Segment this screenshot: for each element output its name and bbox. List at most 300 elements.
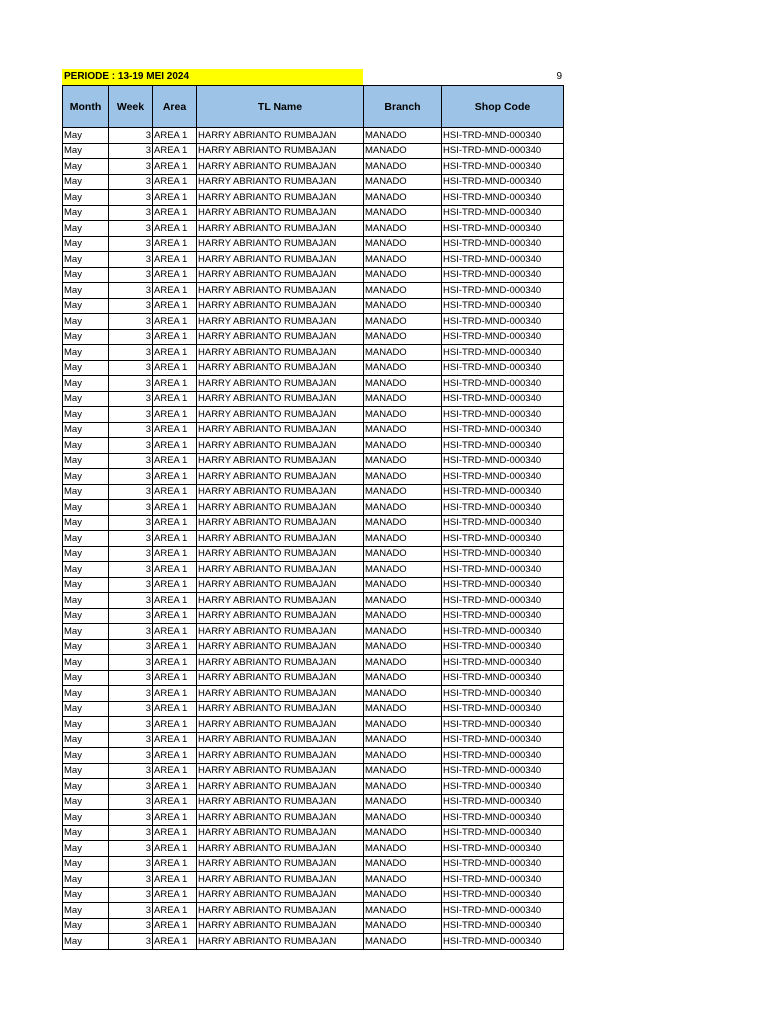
cell-area[interactable]: AREA 1 [153, 453, 197, 469]
cell-week[interactable]: 3 [109, 143, 153, 159]
cell-month[interactable]: May [63, 236, 109, 252]
cell-shop-code[interactable]: HSI-TRD-MND-000340 [442, 825, 564, 841]
cell-branch[interactable]: MANADO [364, 298, 442, 314]
cell-week[interactable]: 3 [109, 205, 153, 221]
cell-tl-name[interactable]: HARRY ABRIANTO RUMBAJAN [197, 531, 364, 547]
cell-area[interactable]: AREA 1 [153, 283, 197, 299]
cell-month[interactable]: May [63, 190, 109, 206]
cell-week[interactable]: 3 [109, 391, 153, 407]
cell-area[interactable]: AREA 1 [153, 562, 197, 578]
cell-area[interactable]: AREA 1 [153, 608, 197, 624]
cell-week[interactable]: 3 [109, 841, 153, 857]
column-header-week[interactable]: Week [109, 86, 153, 128]
cell-branch[interactable]: MANADO [364, 267, 442, 283]
cell-tl-name[interactable]: HARRY ABRIANTO RUMBAJAN [197, 314, 364, 330]
cell-branch[interactable]: MANADO [364, 903, 442, 919]
cell-month[interactable]: May [63, 515, 109, 531]
cell-month[interactable]: May [63, 918, 109, 934]
cell-branch[interactable]: MANADO [364, 701, 442, 717]
cell-area[interactable]: AREA 1 [153, 298, 197, 314]
cell-month[interactable]: May [63, 779, 109, 795]
cell-area[interactable]: AREA 1 [153, 856, 197, 872]
cell-branch[interactable]: MANADO [364, 143, 442, 159]
cell-area[interactable]: AREA 1 [153, 143, 197, 159]
cell-area[interactable]: AREA 1 [153, 438, 197, 454]
cell-shop-code[interactable]: HSI-TRD-MND-000340 [442, 329, 564, 345]
cell-area[interactable]: AREA 1 [153, 670, 197, 686]
cell-tl-name[interactable]: HARRY ABRIANTO RUMBAJAN [197, 903, 364, 919]
cell-area[interactable]: AREA 1 [153, 391, 197, 407]
cell-tl-name[interactable]: HARRY ABRIANTO RUMBAJAN [197, 577, 364, 593]
cell-week[interactable]: 3 [109, 717, 153, 733]
cell-tl-name[interactable]: HARRY ABRIANTO RUMBAJAN [197, 887, 364, 903]
cell-shop-code[interactable]: HSI-TRD-MND-000340 [442, 748, 564, 764]
cell-branch[interactable]: MANADO [364, 577, 442, 593]
cell-tl-name[interactable]: HARRY ABRIANTO RUMBAJAN [197, 779, 364, 795]
cell-week[interactable]: 3 [109, 670, 153, 686]
cell-tl-name[interactable]: HARRY ABRIANTO RUMBAJAN [197, 190, 364, 206]
cell-area[interactable]: AREA 1 [153, 329, 197, 345]
cell-shop-code[interactable]: HSI-TRD-MND-000340 [442, 252, 564, 268]
cell-week[interactable]: 3 [109, 763, 153, 779]
cell-branch[interactable]: MANADO [364, 779, 442, 795]
cell-branch[interactable]: MANADO [364, 686, 442, 702]
cell-branch[interactable]: MANADO [364, 717, 442, 733]
cell-week[interactable]: 3 [109, 546, 153, 562]
cell-month[interactable]: May [63, 794, 109, 810]
cell-branch[interactable]: MANADO [364, 128, 442, 144]
cell-tl-name[interactable]: HARRY ABRIANTO RUMBAJAN [197, 717, 364, 733]
cell-branch[interactable]: MANADO [364, 159, 442, 175]
cell-shop-code[interactable]: HSI-TRD-MND-000340 [442, 670, 564, 686]
cell-branch[interactable]: MANADO [364, 515, 442, 531]
cell-shop-code[interactable]: HSI-TRD-MND-000340 [442, 438, 564, 454]
cell-month[interactable]: May [63, 624, 109, 640]
cell-month[interactable]: May [63, 267, 109, 283]
cell-tl-name[interactable]: HARRY ABRIANTO RUMBAJAN [197, 298, 364, 314]
cell-month[interactable]: May [63, 407, 109, 423]
cell-shop-code[interactable]: HSI-TRD-MND-000340 [442, 283, 564, 299]
cell-week[interactable]: 3 [109, 283, 153, 299]
cell-week[interactable]: 3 [109, 825, 153, 841]
cell-week[interactable]: 3 [109, 856, 153, 872]
cell-shop-code[interactable]: HSI-TRD-MND-000340 [442, 903, 564, 919]
cell-tl-name[interactable]: HARRY ABRIANTO RUMBAJAN [197, 438, 364, 454]
cell-branch[interactable]: MANADO [364, 190, 442, 206]
cell-month[interactable]: May [63, 128, 109, 144]
cell-branch[interactable]: MANADO [364, 624, 442, 640]
cell-area[interactable]: AREA 1 [153, 205, 197, 221]
cell-area[interactable]: AREA 1 [153, 190, 197, 206]
cell-tl-name[interactable]: HARRY ABRIANTO RUMBAJAN [197, 701, 364, 717]
cell-branch[interactable]: MANADO [364, 670, 442, 686]
cell-branch[interactable]: MANADO [364, 608, 442, 624]
cell-week[interactable]: 3 [109, 267, 153, 283]
cell-tl-name[interactable]: HARRY ABRIANTO RUMBAJAN [197, 546, 364, 562]
cell-week[interactable]: 3 [109, 624, 153, 640]
cell-month[interactable]: May [63, 422, 109, 438]
cell-area[interactable]: AREA 1 [153, 763, 197, 779]
cell-area[interactable]: AREA 1 [153, 701, 197, 717]
cell-week[interactable]: 3 [109, 562, 153, 578]
cell-area[interactable]: AREA 1 [153, 748, 197, 764]
cell-area[interactable]: AREA 1 [153, 624, 197, 640]
cell-week[interactable]: 3 [109, 515, 153, 531]
cell-shop-code[interactable]: HSI-TRD-MND-000340 [442, 779, 564, 795]
cell-area[interactable]: AREA 1 [153, 407, 197, 423]
cell-tl-name[interactable]: HARRY ABRIANTO RUMBAJAN [197, 159, 364, 175]
cell-month[interactable]: May [63, 314, 109, 330]
cell-week[interactable]: 3 [109, 469, 153, 485]
cell-week[interactable]: 3 [109, 252, 153, 268]
cell-tl-name[interactable]: HARRY ABRIANTO RUMBAJAN [197, 624, 364, 640]
cell-branch[interactable]: MANADO [364, 531, 442, 547]
cell-shop-code[interactable]: HSI-TRD-MND-000340 [442, 128, 564, 144]
cell-shop-code[interactable]: HSI-TRD-MND-000340 [442, 159, 564, 175]
cell-branch[interactable]: MANADO [364, 236, 442, 252]
cell-area[interactable]: AREA 1 [153, 732, 197, 748]
cell-month[interactable]: May [63, 500, 109, 516]
cell-week[interactable]: 3 [109, 810, 153, 826]
cell-area[interactable]: AREA 1 [153, 872, 197, 888]
cell-shop-code[interactable]: HSI-TRD-MND-000340 [442, 205, 564, 221]
cell-tl-name[interactable]: HARRY ABRIANTO RUMBAJAN [197, 810, 364, 826]
cell-shop-code[interactable]: HSI-TRD-MND-000340 [442, 500, 564, 516]
cell-month[interactable]: May [63, 546, 109, 562]
cell-week[interactable]: 3 [109, 608, 153, 624]
cell-tl-name[interactable]: HARRY ABRIANTO RUMBAJAN [197, 872, 364, 888]
cell-shop-code[interactable]: HSI-TRD-MND-000340 [442, 701, 564, 717]
cell-branch[interactable]: MANADO [364, 469, 442, 485]
cell-tl-name[interactable]: HARRY ABRIANTO RUMBAJAN [197, 918, 364, 934]
cell-week[interactable]: 3 [109, 887, 153, 903]
cell-shop-code[interactable]: HSI-TRD-MND-000340 [442, 236, 564, 252]
cell-month[interactable]: May [63, 252, 109, 268]
cell-shop-code[interactable]: HSI-TRD-MND-000340 [442, 221, 564, 237]
cell-branch[interactable]: MANADO [364, 918, 442, 934]
cell-shop-code[interactable]: HSI-TRD-MND-000340 [442, 190, 564, 206]
cell-month[interactable]: May [63, 639, 109, 655]
cell-area[interactable]: AREA 1 [153, 236, 197, 252]
cell-tl-name[interactable]: HARRY ABRIANTO RUMBAJAN [197, 267, 364, 283]
column-header-area[interactable]: Area [153, 86, 197, 128]
cell-branch[interactable]: MANADO [364, 887, 442, 903]
cell-branch[interactable]: MANADO [364, 453, 442, 469]
cell-week[interactable]: 3 [109, 407, 153, 423]
cell-tl-name[interactable]: HARRY ABRIANTO RUMBAJAN [197, 329, 364, 345]
cell-month[interactable]: May [63, 143, 109, 159]
cell-area[interactable]: AREA 1 [153, 422, 197, 438]
cell-tl-name[interactable]: HARRY ABRIANTO RUMBAJAN [197, 562, 364, 578]
cell-week[interactable]: 3 [109, 314, 153, 330]
cell-shop-code[interactable]: HSI-TRD-MND-000340 [442, 593, 564, 609]
cell-tl-name[interactable]: HARRY ABRIANTO RUMBAJAN [197, 143, 364, 159]
cell-shop-code[interactable]: HSI-TRD-MND-000340 [442, 314, 564, 330]
cell-month[interactable]: May [63, 329, 109, 345]
cell-month[interactable]: May [63, 593, 109, 609]
cell-area[interactable]: AREA 1 [153, 128, 197, 144]
cell-week[interactable]: 3 [109, 345, 153, 361]
cell-shop-code[interactable]: HSI-TRD-MND-000340 [442, 577, 564, 593]
cell-shop-code[interactable]: HSI-TRD-MND-000340 [442, 298, 564, 314]
cell-area[interactable]: AREA 1 [153, 345, 197, 361]
cell-shop-code[interactable]: HSI-TRD-MND-000340 [442, 717, 564, 733]
cell-tl-name[interactable]: HARRY ABRIANTO RUMBAJAN [197, 453, 364, 469]
cell-branch[interactable]: MANADO [364, 748, 442, 764]
cell-month[interactable]: May [63, 391, 109, 407]
cell-area[interactable]: AREA 1 [153, 794, 197, 810]
cell-area[interactable]: AREA 1 [153, 546, 197, 562]
cell-week[interactable]: 3 [109, 779, 153, 795]
cell-branch[interactable]: MANADO [364, 500, 442, 516]
cell-shop-code[interactable]: HSI-TRD-MND-000340 [442, 872, 564, 888]
cell-tl-name[interactable]: HARRY ABRIANTO RUMBAJAN [197, 655, 364, 671]
cell-week[interactable]: 3 [109, 298, 153, 314]
cell-month[interactable]: May [63, 298, 109, 314]
cell-week[interactable]: 3 [109, 686, 153, 702]
cell-week[interactable]: 3 [109, 577, 153, 593]
cell-area[interactable]: AREA 1 [153, 159, 197, 175]
cell-shop-code[interactable]: HSI-TRD-MND-000340 [442, 918, 564, 934]
column-header-branch[interactable]: Branch [364, 86, 442, 128]
cell-week[interactable]: 3 [109, 174, 153, 190]
cell-week[interactable]: 3 [109, 484, 153, 500]
cell-area[interactable]: AREA 1 [153, 484, 197, 500]
cell-month[interactable]: May [63, 732, 109, 748]
cell-tl-name[interactable]: HARRY ABRIANTO RUMBAJAN [197, 174, 364, 190]
cell-week[interactable]: 3 [109, 360, 153, 376]
column-header-tl-name[interactable]: TL Name [197, 86, 364, 128]
cell-month[interactable]: May [63, 856, 109, 872]
cell-branch[interactable]: MANADO [364, 825, 442, 841]
cell-week[interactable]: 3 [109, 934, 153, 950]
cell-tl-name[interactable]: HARRY ABRIANTO RUMBAJAN [197, 515, 364, 531]
cell-month[interactable]: May [63, 810, 109, 826]
cell-tl-name[interactable]: HARRY ABRIANTO RUMBAJAN [197, 345, 364, 361]
cell-area[interactable]: AREA 1 [153, 841, 197, 857]
cell-tl-name[interactable]: HARRY ABRIANTO RUMBAJAN [197, 407, 364, 423]
cell-month[interactable]: May [63, 531, 109, 547]
cell-week[interactable]: 3 [109, 453, 153, 469]
cell-shop-code[interactable]: HSI-TRD-MND-000340 [442, 934, 564, 950]
cell-shop-code[interactable]: HSI-TRD-MND-000340 [442, 686, 564, 702]
cell-area[interactable]: AREA 1 [153, 779, 197, 795]
cell-area[interactable]: AREA 1 [153, 314, 197, 330]
cell-week[interactable]: 3 [109, 236, 153, 252]
cell-branch[interactable]: MANADO [364, 205, 442, 221]
cell-month[interactable]: May [63, 283, 109, 299]
cell-area[interactable]: AREA 1 [153, 267, 197, 283]
cell-shop-code[interactable]: HSI-TRD-MND-000340 [442, 887, 564, 903]
cell-month[interactable]: May [63, 825, 109, 841]
cell-shop-code[interactable]: HSI-TRD-MND-000340 [442, 810, 564, 826]
cell-branch[interactable]: MANADO [364, 872, 442, 888]
cell-area[interactable]: AREA 1 [153, 252, 197, 268]
cell-branch[interactable]: MANADO [364, 376, 442, 392]
cell-month[interactable]: May [63, 748, 109, 764]
cell-branch[interactable]: MANADO [364, 856, 442, 872]
cell-area[interactable]: AREA 1 [153, 376, 197, 392]
cell-shop-code[interactable]: HSI-TRD-MND-000340 [442, 763, 564, 779]
cell-tl-name[interactable]: HARRY ABRIANTO RUMBAJAN [197, 236, 364, 252]
cell-tl-name[interactable]: HARRY ABRIANTO RUMBAJAN [197, 500, 364, 516]
cell-tl-name[interactable]: HARRY ABRIANTO RUMBAJAN [197, 825, 364, 841]
column-header-month[interactable]: Month [63, 86, 109, 128]
cell-tl-name[interactable]: HARRY ABRIANTO RUMBAJAN [197, 841, 364, 857]
cell-branch[interactable]: MANADO [364, 407, 442, 423]
cell-month[interactable]: May [63, 872, 109, 888]
cell-shop-code[interactable]: HSI-TRD-MND-000340 [442, 484, 564, 500]
cell-tl-name[interactable]: HARRY ABRIANTO RUMBAJAN [197, 221, 364, 237]
cell-branch[interactable]: MANADO [364, 562, 442, 578]
cell-area[interactable]: AREA 1 [153, 221, 197, 237]
cell-week[interactable]: 3 [109, 531, 153, 547]
cell-area[interactable]: AREA 1 [153, 174, 197, 190]
cell-area[interactable]: AREA 1 [153, 500, 197, 516]
cell-tl-name[interactable]: HARRY ABRIANTO RUMBAJAN [197, 748, 364, 764]
cell-branch[interactable]: MANADO [364, 174, 442, 190]
cell-branch[interactable]: MANADO [364, 391, 442, 407]
cell-month[interactable]: May [63, 686, 109, 702]
cell-area[interactable]: AREA 1 [153, 887, 197, 903]
cell-branch[interactable]: MANADO [364, 484, 442, 500]
cell-shop-code[interactable]: HSI-TRD-MND-000340 [442, 841, 564, 857]
cell-tl-name[interactable]: HARRY ABRIANTO RUMBAJAN [197, 686, 364, 702]
cell-shop-code[interactable]: HSI-TRD-MND-000340 [442, 856, 564, 872]
cell-branch[interactable]: MANADO [364, 438, 442, 454]
cell-week[interactable]: 3 [109, 732, 153, 748]
cell-area[interactable]: AREA 1 [153, 918, 197, 934]
cell-month[interactable]: May [63, 717, 109, 733]
cell-area[interactable]: AREA 1 [153, 825, 197, 841]
cell-area[interactable]: AREA 1 [153, 639, 197, 655]
cell-tl-name[interactable]: HARRY ABRIANTO RUMBAJAN [197, 794, 364, 810]
cell-shop-code[interactable]: HSI-TRD-MND-000340 [442, 515, 564, 531]
cell-month[interactable]: May [63, 484, 109, 500]
cell-month[interactable]: May [63, 159, 109, 175]
cell-month[interactable]: May [63, 345, 109, 361]
cell-month[interactable]: May [63, 360, 109, 376]
cell-month[interactable]: May [63, 453, 109, 469]
cell-week[interactable]: 3 [109, 221, 153, 237]
cell-shop-code[interactable]: HSI-TRD-MND-000340 [442, 376, 564, 392]
cell-branch[interactable]: MANADO [364, 252, 442, 268]
cell-shop-code[interactable]: HSI-TRD-MND-000340 [442, 546, 564, 562]
cell-tl-name[interactable]: HARRY ABRIANTO RUMBAJAN [197, 422, 364, 438]
cell-branch[interactable]: MANADO [364, 841, 442, 857]
cell-week[interactable]: 3 [109, 159, 153, 175]
cell-month[interactable]: May [63, 205, 109, 221]
cell-area[interactable]: AREA 1 [153, 469, 197, 485]
cell-month[interactable]: May [63, 763, 109, 779]
cell-tl-name[interactable]: HARRY ABRIANTO RUMBAJAN [197, 639, 364, 655]
cell-tl-name[interactable]: HARRY ABRIANTO RUMBAJAN [197, 732, 364, 748]
cell-month[interactable]: May [63, 608, 109, 624]
cell-shop-code[interactable]: HSI-TRD-MND-000340 [442, 360, 564, 376]
cell-week[interactable]: 3 [109, 903, 153, 919]
cell-shop-code[interactable]: HSI-TRD-MND-000340 [442, 407, 564, 423]
cell-week[interactable]: 3 [109, 376, 153, 392]
cell-area[interactable]: AREA 1 [153, 655, 197, 671]
cell-branch[interactable]: MANADO [364, 221, 442, 237]
cell-shop-code[interactable]: HSI-TRD-MND-000340 [442, 267, 564, 283]
cell-branch[interactable]: MANADO [364, 593, 442, 609]
cell-branch[interactable]: MANADO [364, 639, 442, 655]
cell-branch[interactable]: MANADO [364, 546, 442, 562]
cell-area[interactable]: AREA 1 [153, 934, 197, 950]
cell-tl-name[interactable]: HARRY ABRIANTO RUMBAJAN [197, 670, 364, 686]
cell-area[interactable]: AREA 1 [153, 717, 197, 733]
cell-shop-code[interactable]: HSI-TRD-MND-000340 [442, 624, 564, 640]
cell-shop-code[interactable]: HSI-TRD-MND-000340 [442, 453, 564, 469]
cell-branch[interactable]: MANADO [364, 655, 442, 671]
cell-shop-code[interactable]: HSI-TRD-MND-000340 [442, 174, 564, 190]
cell-tl-name[interactable]: HARRY ABRIANTO RUMBAJAN [197, 205, 364, 221]
cell-branch[interactable]: MANADO [364, 283, 442, 299]
cell-week[interactable]: 3 [109, 872, 153, 888]
cell-area[interactable]: AREA 1 [153, 360, 197, 376]
cell-shop-code[interactable]: HSI-TRD-MND-000340 [442, 391, 564, 407]
cell-shop-code[interactable]: HSI-TRD-MND-000340 [442, 608, 564, 624]
cell-branch[interactable]: MANADO [364, 360, 442, 376]
cell-week[interactable]: 3 [109, 190, 153, 206]
cell-shop-code[interactable]: HSI-TRD-MND-000340 [442, 562, 564, 578]
cell-month[interactable]: May [63, 934, 109, 950]
cell-branch[interactable]: MANADO [364, 934, 442, 950]
cell-shop-code[interactable]: HSI-TRD-MND-000340 [442, 422, 564, 438]
cell-area[interactable]: AREA 1 [153, 810, 197, 826]
cell-tl-name[interactable]: HARRY ABRIANTO RUMBAJAN [197, 283, 364, 299]
cell-tl-name[interactable]: HARRY ABRIANTO RUMBAJAN [197, 934, 364, 950]
cell-shop-code[interactable]: HSI-TRD-MND-000340 [442, 655, 564, 671]
cell-month[interactable]: May [63, 221, 109, 237]
cell-week[interactable]: 3 [109, 329, 153, 345]
cell-area[interactable]: AREA 1 [153, 515, 197, 531]
cell-week[interactable]: 3 [109, 639, 153, 655]
cell-month[interactable]: May [63, 469, 109, 485]
cell-tl-name[interactable]: HARRY ABRIANTO RUMBAJAN [197, 391, 364, 407]
cell-week[interactable]: 3 [109, 422, 153, 438]
cell-tl-name[interactable]: HARRY ABRIANTO RUMBAJAN [197, 252, 364, 268]
cell-branch[interactable]: MANADO [364, 732, 442, 748]
cell-month[interactable]: May [63, 887, 109, 903]
cell-branch[interactable]: MANADO [364, 810, 442, 826]
cell-tl-name[interactable]: HARRY ABRIANTO RUMBAJAN [197, 608, 364, 624]
cell-tl-name[interactable]: HARRY ABRIANTO RUMBAJAN [197, 360, 364, 376]
cell-month[interactable]: May [63, 903, 109, 919]
cell-branch[interactable]: MANADO [364, 314, 442, 330]
cell-area[interactable]: AREA 1 [153, 577, 197, 593]
cell-shop-code[interactable]: HSI-TRD-MND-000340 [442, 143, 564, 159]
cell-tl-name[interactable]: HARRY ABRIANTO RUMBAJAN [197, 484, 364, 500]
cell-month[interactable]: May [63, 174, 109, 190]
cell-week[interactable]: 3 [109, 593, 153, 609]
cell-week[interactable]: 3 [109, 748, 153, 764]
cell-week[interactable]: 3 [109, 918, 153, 934]
cell-month[interactable]: May [63, 701, 109, 717]
cell-month[interactable]: May [63, 655, 109, 671]
cell-tl-name[interactable]: HARRY ABRIANTO RUMBAJAN [197, 128, 364, 144]
cell-branch[interactable]: MANADO [364, 345, 442, 361]
cell-branch[interactable]: MANADO [364, 422, 442, 438]
cell-tl-name[interactable]: HARRY ABRIANTO RUMBAJAN [197, 376, 364, 392]
cell-shop-code[interactable]: HSI-TRD-MND-000340 [442, 469, 564, 485]
cell-area[interactable]: AREA 1 [153, 593, 197, 609]
cell-week[interactable]: 3 [109, 655, 153, 671]
cell-shop-code[interactable]: HSI-TRD-MND-000340 [442, 732, 564, 748]
cell-month[interactable]: May [63, 670, 109, 686]
cell-month[interactable]: May [63, 841, 109, 857]
